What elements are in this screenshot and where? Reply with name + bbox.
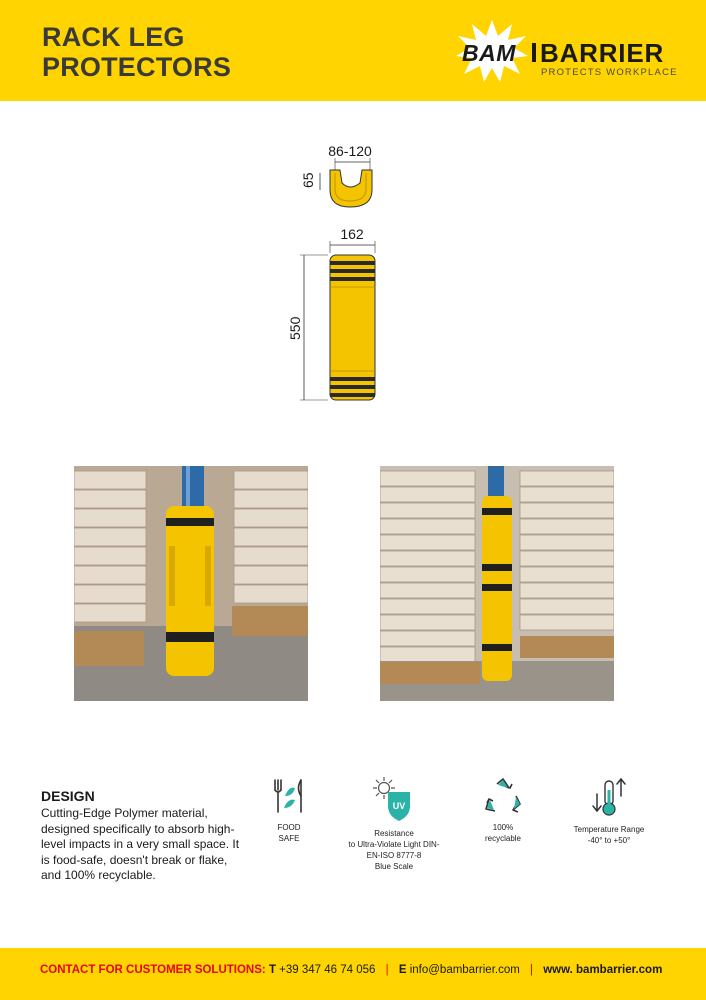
phone-number[interactable]: +39 347 46 74 056	[279, 964, 376, 976]
logo-bam-text: BAM	[462, 40, 516, 66]
feature-food-line-1: FOOD	[277, 823, 301, 832]
title-line-1: RACK LEG	[42, 22, 185, 52]
website-link[interactable]: www. bambarrier.com	[543, 964, 663, 976]
feature-food-line-2: SAFE	[278, 834, 300, 843]
feature-recyclable	[474, 776, 532, 844]
dimension-top-depth: 65	[300, 172, 316, 188]
bam-barrier-logo	[456, 18, 676, 84]
logo-divider	[532, 43, 536, 62]
dimension-top-width: 86-120	[328, 143, 372, 159]
uv-badge-text: UV	[392, 801, 406, 811]
product-photo-wide	[74, 466, 308, 701]
phone-prefix: T	[268, 964, 276, 976]
page-header	[0, 0, 706, 101]
thermometer-icon	[589, 776, 629, 818]
feature-temperature	[564, 776, 654, 846]
feature-uv-resistance	[340, 776, 448, 872]
product-photo-close	[380, 466, 614, 701]
feature-recycle-line-1: 100%	[492, 823, 514, 832]
logo-barrier-text: BARRIER	[540, 38, 665, 68]
feature-uv-line-3: EN-ISO 8777-8	[366, 851, 422, 860]
feature-recycle-line-2: recyclable	[484, 834, 521, 843]
contact-label: CONTACT FOR CUSTOMER SOLUTIONS:	[40, 964, 266, 976]
design-description: Cutting-Edge Polymer material, designed specifically to absorb high-level impacts in a very small space. It is food-safe, doesn't break or flake, and 100% recyclable.	[41, 806, 240, 882]
title-line-2: PROTECTORS	[42, 52, 232, 82]
feature-food-safe	[262, 776, 316, 844]
feature-uv-line-2: to Ultra-Violate Light DIN-	[348, 840, 440, 849]
page-footer	[0, 948, 706, 1000]
design-heading: DESIGN	[41, 788, 95, 804]
dimension-body-height: 550	[287, 316, 303, 340]
technical-drawing	[280, 135, 400, 415]
logo-tagline: PROTECTS WORKPLACE	[541, 67, 678, 78]
protector-front-view	[330, 255, 375, 400]
footer-separator-2: |	[530, 964, 534, 976]
contact-line	[40, 964, 662, 976]
feature-temp-line-1: Temperature Range	[573, 825, 645, 834]
feature-temp-line-2: -40° to +50°	[587, 836, 631, 845]
email-link[interactable]: info@bambarrier.com	[409, 964, 520, 976]
recycle-icon	[483, 776, 523, 816]
feature-uv-line-1: Resistance	[374, 829, 414, 838]
feature-uv-line-4: Blue Scale	[374, 862, 414, 871]
page-title	[42, 22, 231, 82]
protector-top-view	[330, 170, 372, 207]
uv-resistance-icon	[372, 776, 416, 822]
food-safe-icon	[271, 776, 307, 816]
dimension-body-width: 162	[340, 226, 364, 242]
footer-separator-1: |	[385, 964, 389, 976]
email-prefix: E	[398, 964, 407, 976]
